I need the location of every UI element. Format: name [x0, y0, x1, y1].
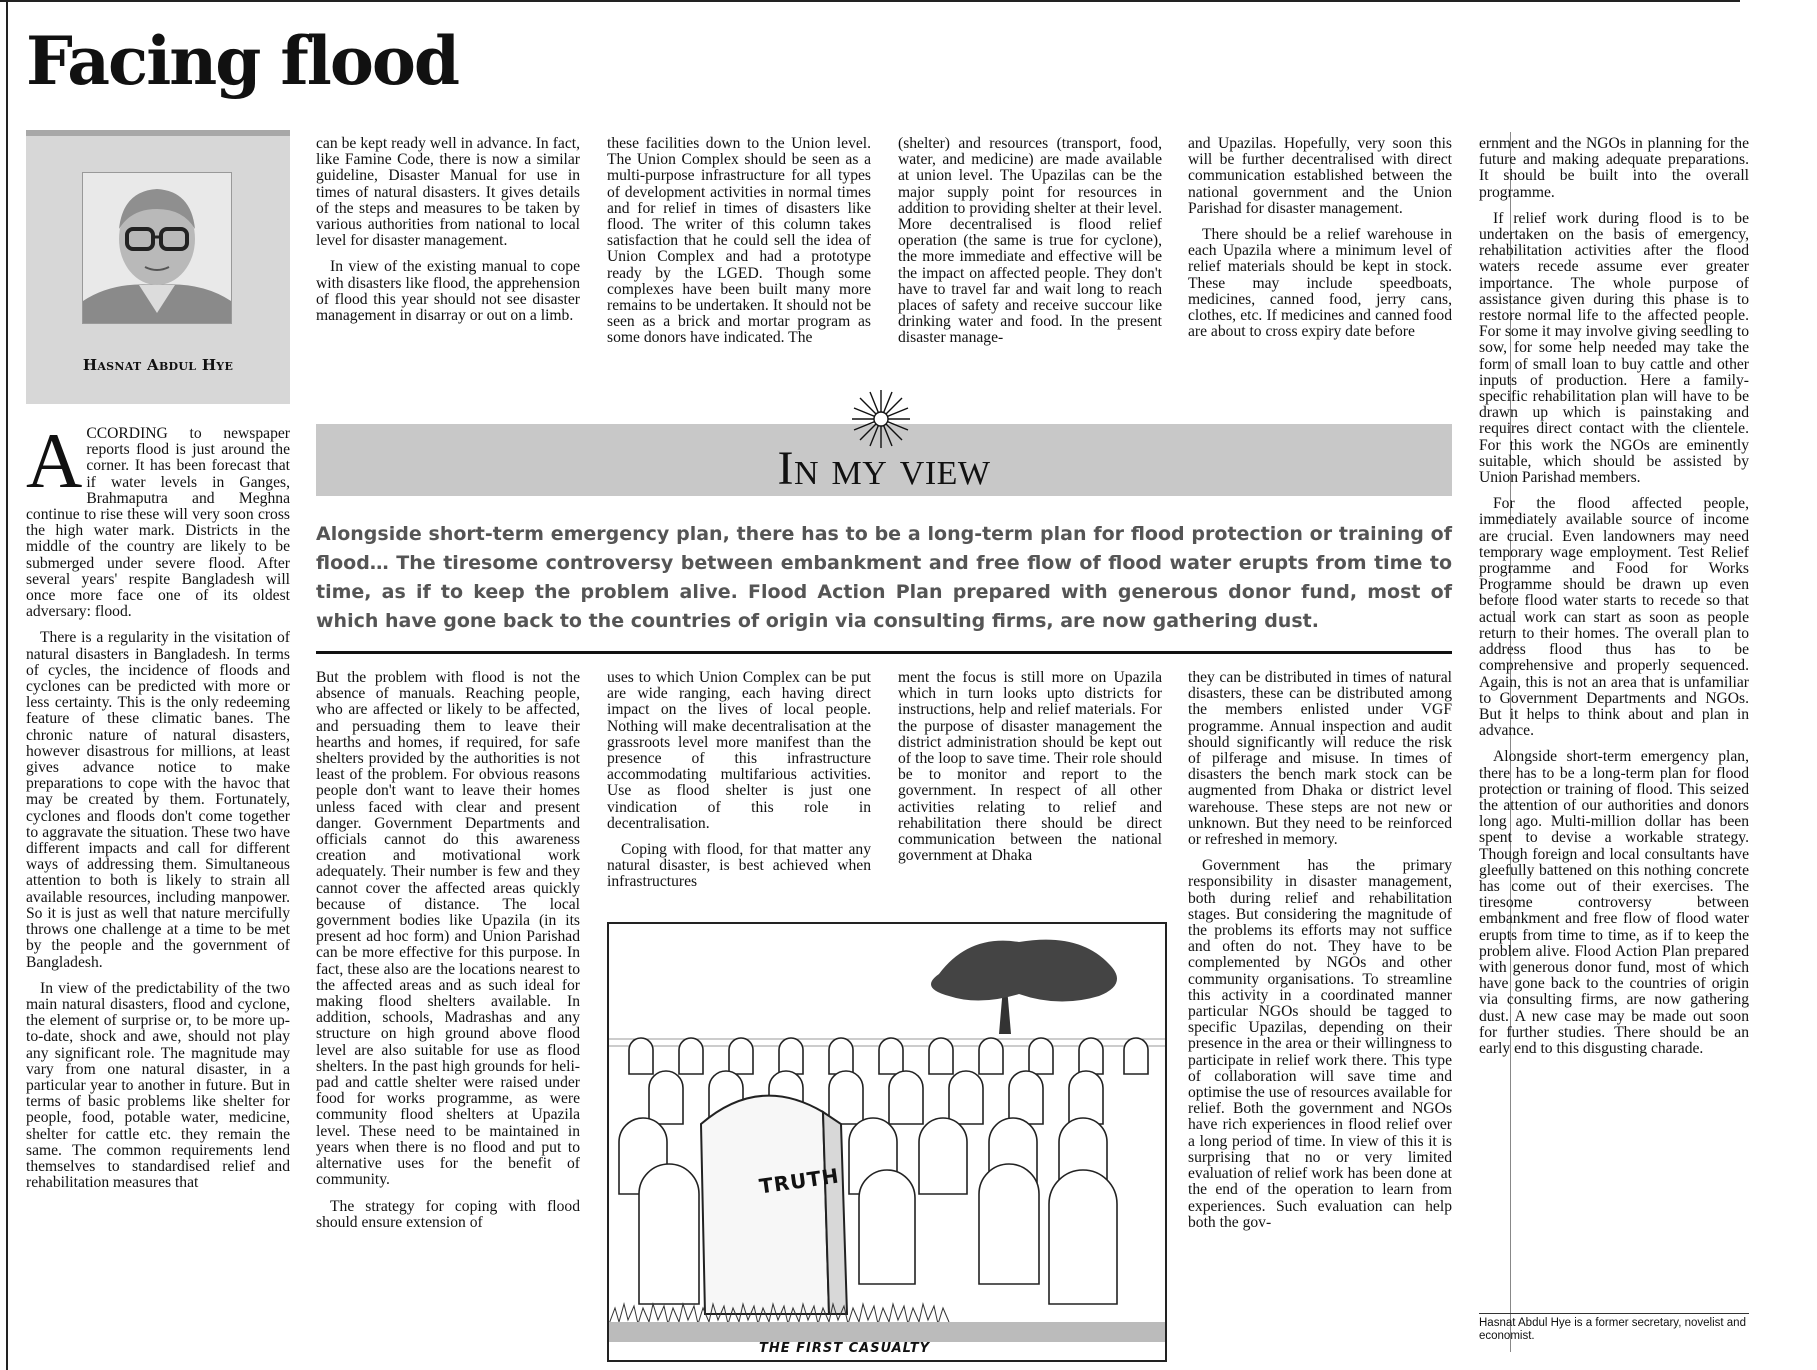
paragraph: There should be a relief warehouse in each Upazila where a minimum level of relief materials should be kept in stock. These may include speedboats, medicines, canned food, jerry cans, clothes, etc. If medicines and canned food are about to cross expiry date before [1188, 226, 1452, 341]
headline: Facing flood [26, 22, 459, 100]
left-rule [6, 0, 8, 1370]
top-rule [0, 0, 1740, 2]
paragraph: (shelter) and resources (transport, food, water, and medicine) are made available at union level. The Upazilas can be the major supply point for resources in addition to providing shelter at their level. More decentralised is flood relief operation (the same is true for cyclone), the more immediate and effective will be the impact on affected people. They don't have to travel far and wait long to reach places of safety and receive succour like drinking water and food. In the present disaster manage- [898, 135, 1162, 347]
pull-quote: Alongside short-term emergency plan, there has to be a long-term plan for flood protection or training of flood… The tiresome controversy between embankment and free flow of flood water erupts from time to time, as if to keep the problem alive. Flood Action Plan prepared with generous donor fund, most of which have gone back to the countries of origin via consulting firms, are now gathering dust. [316, 523, 1452, 632]
graveyard-illustration [609, 924, 1165, 1360]
paragraph: they can be distributed in times of natural disasters, these can be distributed among the members enlisted under VGF programme. Annual inspection and audit should significantly will reduce the risk of pilferage and misuse. In times of disasters the bench mark stock can be augmented from Dhaka or district level warehouse. These steps are not new or unknown. But they need to be reinforced or refreshed in memory. [1188, 669, 1452, 849]
author-box-bar [26, 130, 290, 136]
author-portrait-icon [83, 173, 231, 323]
paragraph: and Upazilas. Hopefully, very soon this will be further decentralised with direct communication established between the national government and the Union Parishad for disaster management. [1188, 135, 1452, 217]
starburst-icon [852, 390, 910, 448]
column-2-bottom [316, 670, 580, 1231]
column-4-top [898, 136, 1162, 347]
paragraph: In view of the predictability of the two main natural disasters, flood and cyclone, the element of surprise or, to be more up-to-date, shock and awe, should not play any significant role. The magnitude may vary from one natural disaster, in a particular year to another in future. But in terms of basic problems like shelter for people, food, potable water, medicine, shelter for cattle etc. they remain the same. The common requirements lend themselves to standardised relief and rehabilitation measures that [26, 979, 290, 1192]
column-2-top [316, 136, 580, 324]
drop-cap: A [26, 417, 83, 504]
lead-paragraph [26, 417, 290, 621]
editorial-cartoon [607, 922, 1167, 1362]
paragraph: can be kept ready well in advance. In fact, like Famine Code, there is now a similar guideline, Disaster Manual for use in times of natural disasters. It gives details of the steps and measures to be taken by various authorities from national to local level for disaster management. [316, 135, 580, 250]
paragraph: If relief work during flood is to be undertaken on the basis of emergency, rehabilitation activities after the flood waters recede assume ever greater importance. The whole purpose of assistance given during this phase is to restore normal life to the affected people. For some it may involve giving seedling to sow, for some help needed may take the form of small loan to buy cattle and other inputs of production. Here a family-specific rehabilitation plan will have to be drawn up which is painstaking and requires direct contact with the clientele. For this work the NGOs are eminently suitable, which should be assisted by Union Parishad members. [1479, 209, 1749, 487]
paragraph: For the flood affected people, immediately available source of income are crucial. Even landowners may need temporary wage employment. Test Relief programme and Food for Works Programme should be drawn up even before flood water starts to recede so that actual work can start as soon as people return to their homes. The overall plan to address flood thus has to be comprehensive and properly sequenced. Again, this is not an area that is unfamiliar to Government Departments and NGOs. But it helps to think about and plan in advance. [1479, 495, 1749, 740]
paragraph: ernment and the NGOs in planning for the future and making adequate preparations. It should be built into the overall programme. [1479, 135, 1749, 201]
author-box [26, 130, 290, 404]
paragraph: There is a regularity in the visitation of natural disasters in Bangladesh. In terms of cycles, the incidence of floods and cyclones can be predicted with more or less certainty. This is the only redeeming feature of these climatic banes. The chronic nature of natural disasters, however disastrous for millions, at least gives advance notice to make preparations to cope with the havoc that may be created by them. Fortunately, cyclones and floods don't come together to aggravate the situation. These two have different impacts and call for different ways of addressing them. Simultaneous attention to both is likely to strain all available resources, including manpower. So it is just as well that nature mercifully throws one challenge at a time to be met by the people and the government of Bangladesh. [26, 629, 290, 971]
banner-title: In my view [777, 442, 991, 495]
paragraph: ment the focus is still more on Upazila which in turn looks upto districts for instructions, help and relief materials. For the purpose of disaster management the district administration should be kept out of the loop to save time. Their role should be to monitor and report to the government. In respect of all other activities relating to relief and rehabilitation there should be direct communication between the national government at Dhaka [898, 669, 1162, 865]
paragraph: Coping with flood, for that matter any natural disaster, is best achieved when infrastructures [607, 841, 871, 891]
author-footnote: Hasnat Abdul Hye is a former secretary, novelist and economist. [1479, 1317, 1746, 1342]
column-6 [1479, 136, 1749, 1057]
paragraph: Alongside short-term emergency plan, there has to be a long-term plan for flood protection or training of flood. This seized the attention of our authorities and donors long ago. Multi-million dollar has been spent to devise a workable strategy. Though foreign and local consultants have gleefully battened on this nothing concrete has come out of their exercises. The tiresome controversy between embankment and free flow of flood water erupts from time to time, as if to keep the problem alive. Flood Action Plan prepared with generous donor fund, most of which have gone back to the countries of origin via consulting firms, are now gathering dust. A new case may be made out soon for further studies. There should be an early end to this disgusting charade. [1479, 748, 1749, 1057]
paragraph: to newspaper reports flood is just around the corner. It has been forecast that if water levels in Ganges, Brahmaputra and Meghna continue to rise these will very soon cross the high water mark. Districts in the middle of the country are likely to be submerged under severe flood. After several years' respite Bangladesh will once more face one of its oldest adversary: flood. [26, 425, 290, 621]
paragraph: Government has the primary responsibility in disaster management, both during relief and rehabilitation stages. But considering the magnitude of the problems its efforts may not suffice and often do not. They have to be complemented by NGOs and other community organisations. To streamline this activity in a coordinated manner particular NGOs should be tagged to specific Upazilas, depending on their presence in the area or their willingness to participate in relief work there. This type of collaboration will save time and optimise the use of resources available for relief. Both the government and NGOs have rich experiences in flood relief over a long period of time. In view of this it is surprising that no or very limited evaluation of relief work has been done at the end of the operation to learn from experiences. Such evaluation can help both the gov- [1188, 857, 1452, 1231]
column-5-bottom [1188, 670, 1452, 1231]
tombstone-label: TRUTH [757, 1163, 841, 1199]
paragraph: these facilities down to the Union level. The Union Complex should be seen as a multi-purpose infrastructure for all types of development activities in normal times and for relief in times of disasters like flood. The writer of this column takes satisfaction that he could sell the idea of Union Complex and had a prototype ready by the LGED. Though some complexes have been built many more remains to be undertaken. It should not be seen as a brick and mortar program as some donors have indicated. The [607, 135, 871, 347]
paragraph: In view of the existing manual to cope with disasters like flood, the apprehension of flood this year should not see disaster management in disarray or out on a limb. [316, 258, 580, 325]
column-3-top [607, 136, 871, 347]
column-1 [26, 417, 290, 1192]
column-4-bottom [898, 670, 1162, 864]
paragraph: The strategy for coping with flood should ensure extension of [316, 1197, 580, 1231]
paragraph: But the problem with flood is not the absence of manuals. Reaching people, who are affected or likely to be affected, and persuading them to leave their hearths and homes, if required, for safe shelters provided by the authorities is not least of the problem. For obvious reasons people don't want to leave their homes unless faced with clear and present danger. Government Departments and officials cannot do this awareness creation and motivational work adequately. Their number is few and they cannot cover the affected areas quickly because of distance. The local government bodies like Upazila (in its present ad hoc form) and Union Parishad can be more effective for this purpose. In fact, these also are the locations nearest to the affected areas and as such ideal for making flood shelters available. In addition, schools, Madrashas and any structure on high ground above flood level are also suitable for use as flood shelters. In the past high grounds for heli-pad and cattle shelter were raised under food for works programme, as were community flood shelters at Upazila level. These need to be maintained in years when there is no flood and put to alternative uses for the benefit of community. [316, 669, 580, 1189]
lead-word: CCORDING [86, 425, 168, 442]
author-byline: Hasnat Abdul Hye [82, 356, 234, 374]
cartoon-caption: THE FIRST CASUALTY [759, 1341, 931, 1356]
column-3-bottom [607, 670, 871, 891]
paragraph: uses to which Union Complex can be put are wide ranging, each having direct impact on the lives of local people. Nothing will make decentralisation at the grassroots level more manifest than the presence of this infrastructure accommodating multifarious activities. Use as flood shelter is just one vindication of this role in decentralisation. [607, 669, 871, 832]
pull-quote-rule [316, 651, 1452, 654]
author-photo [82, 172, 232, 324]
column-5-top [1188, 136, 1452, 340]
footnote-rule [1479, 1313, 1749, 1314]
